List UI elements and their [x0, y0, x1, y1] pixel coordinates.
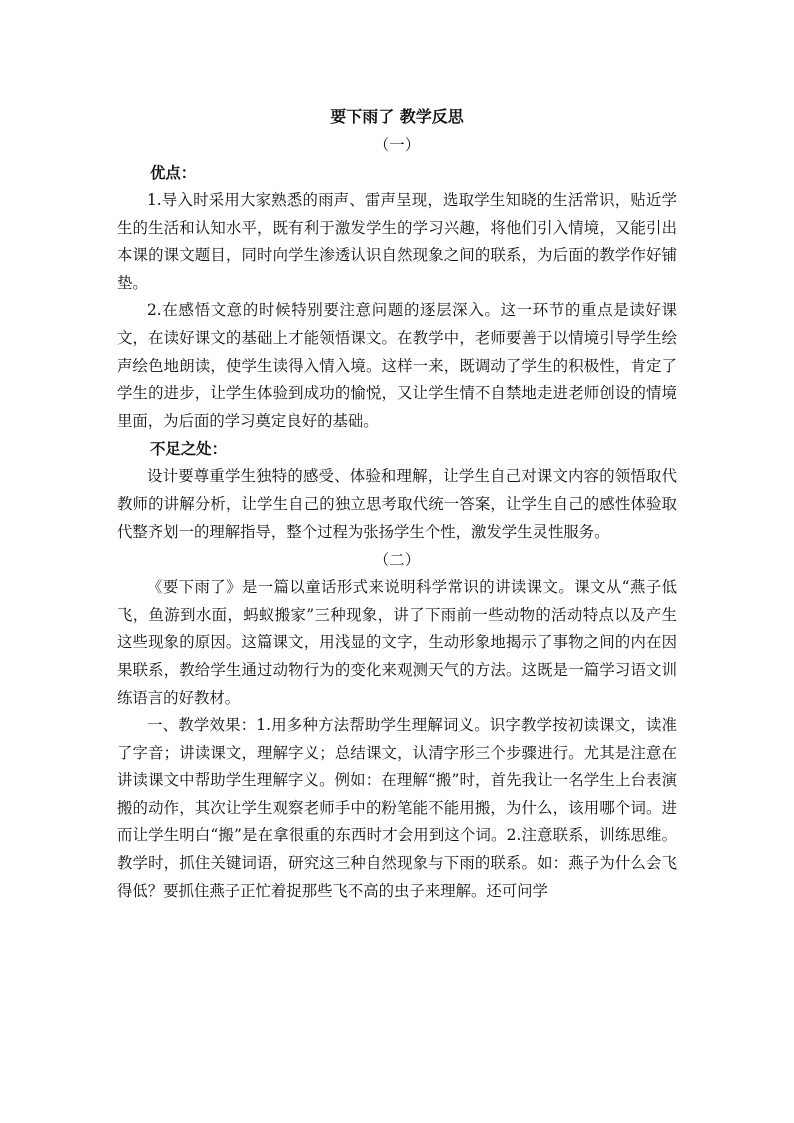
document-page: [117, 103, 677, 905]
section-one-marker: （一）: [373, 136, 421, 154]
section-two-paragraph-2: 一、教学效果：1.用多种方法帮助学生理解词义。识字教学按初读课文，读准了字音；讲读课文，理解字义；总结课文，认清字形三个步骤进行。尤其是注意在讲读课文中帮助学生理解字义。例如：在理解“搬”时，首先我让一名学生上台表演搬的动作，其次让学生观察老师手中的粉笔能不能用搬，为什么，该用哪个词。进而让学生明白“搬”是在拿很重的东西时才会用到这个词。2.注意联系，训练思维。教学时，抓住关键词语，研究这三种自然现象与下雨的联系。如：燕子为什么会飞得低？要抓住燕子正忙着捉那些飞不高的虫子来理解。还可问学: [117, 716, 677, 900]
advantages-heading: 优点：: [150, 164, 197, 182]
advantages-paragraph-1: 1.导入时采用大家熟悉的雨声、雷声呈现，选取学生知晓的生活常识，贴近学生的生活和认知水平，既有利于激发学生的学习兴趣，将他们引入情境，又能引出本课的课文题目，同时向学生渗透认识自然现象之间的联系，为后面的教学作好铺垫。: [117, 191, 677, 292]
shortcomings-heading: 不足之处：: [150, 440, 227, 459]
section-two-marker: （二）: [373, 551, 421, 570]
advantages-paragraph-2: 2.在感悟文意的时候特别要注意问题的逐层深入。这一环节的重点是读好课文，在读好课文的基础上才能领悟课文。在教学中，老师要善于以情境引导学生绘声绘色地朗读，使学生读得入情入境。这样一来，既调动了学生的积极性，肯定了学生的进步，让学生体验到成功的愉悦，又让学生情不自禁地走进老师创设的情境里面，为后面的学习奠定良好的基础。: [117, 301, 677, 430]
shortcomings-paragraph: 设计要尊重学生独特的感受、体验和理解，让学生自己对课文内容的领悟取代教师的讲解分析，让学生自己的独立思考取代统一答案，让学生自己的感性体验取代整齐划一的理解指导，整个过程为张扬学生个性，激发学生灵性服务。: [117, 467, 677, 541]
section-two-paragraph-1: 《要下雨了》是一篇以童话形式来说明科学常识的讲读课文。课文从“燕子低飞，鱼游到水面，蚂蚁搬家”三种现象，讲了下雨前一些动物的活动特点以及产生这些现象的原因。这篇课文，用浅显的文字，生动形象地揭示了事物之间的内在因果联系，教给学生通过动物行为的变化来观测天气的方法。这既是一篇学习语文训练语言的好教材。: [117, 578, 677, 707]
document-title: 要下雨了 教学反思: [330, 107, 464, 126]
